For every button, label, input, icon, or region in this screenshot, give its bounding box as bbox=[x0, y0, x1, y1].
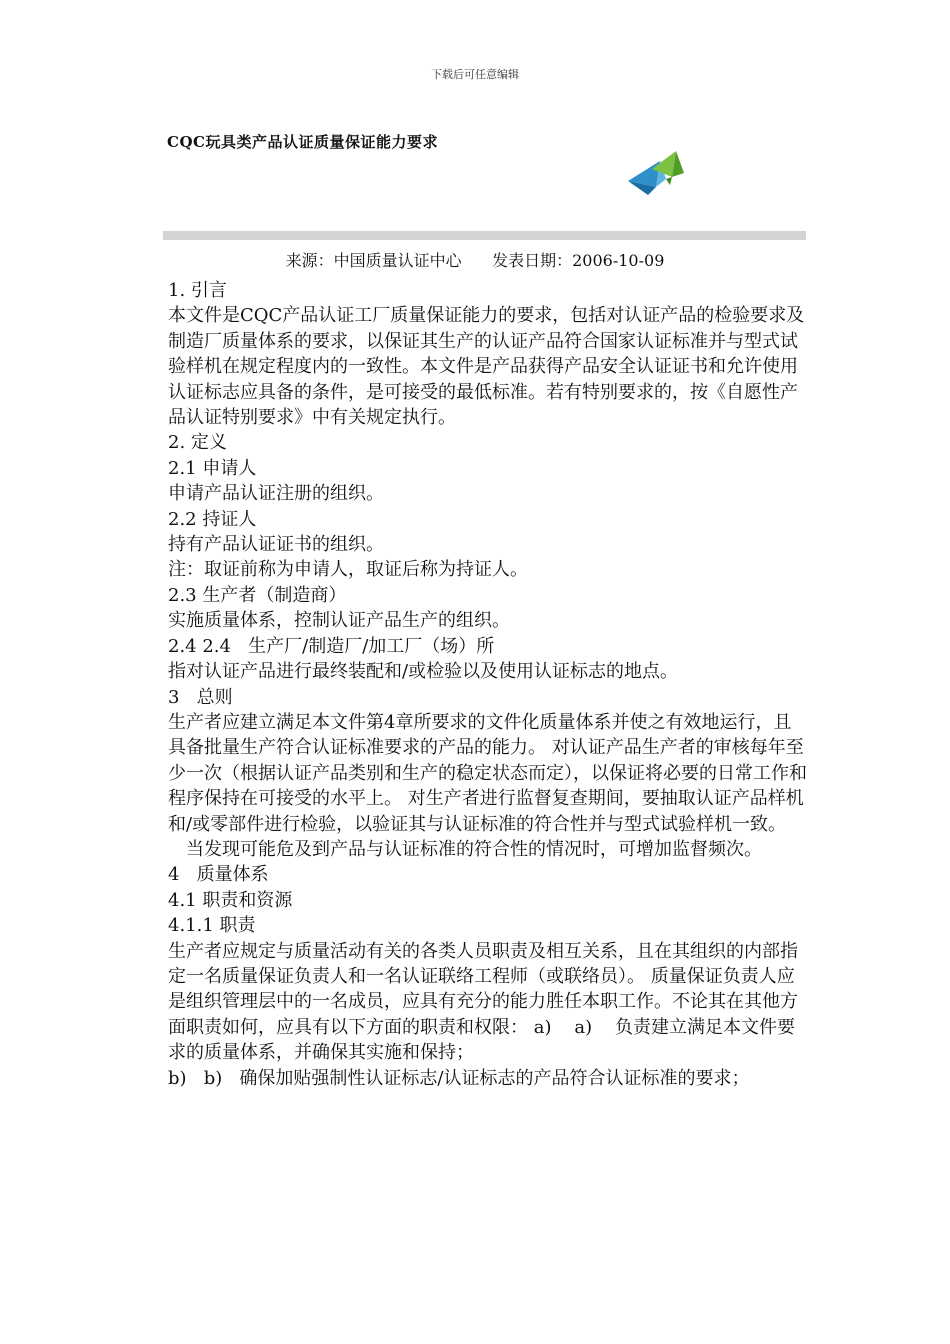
paper-plane-logo-icon bbox=[626, 151, 690, 199]
body-paragraph: 2. 定义 bbox=[168, 432, 227, 454]
body-paragraph: 生产者应规定与质量活动有关的各类人员职责及相互关系，且在其组织的内部指定一名质量保证负责人和一名认证联络工程师（或联络员）。 质量保证负责人应是组织管理层中的一名成员，应具有充分的能力胜任本职工作。不论其在其他方面职责如何，应具有以下方面的职责和权限： a) a) 负责建立满足本文件要求的质量体系，并确保其实施和保持； bbox=[168, 940, 798, 1064]
body-paragraph: 3 总则 bbox=[168, 686, 233, 708]
body-paragraph: 4 质量体系 bbox=[168, 864, 269, 886]
body-paragraph: 2.3 生产者（制造商） bbox=[168, 584, 347, 606]
body-paragraph: 注：取证前称为申请人，取证后称为持证人。 bbox=[168, 559, 528, 581]
body-paragraph: 申请产品认证注册的组织。 bbox=[168, 483, 384, 505]
header-note: 下载后可任意编辑 bbox=[431, 68, 519, 81]
body-paragraph: 2.1 申请人 bbox=[168, 457, 257, 479]
body-paragraph: 持有产品认证证书的组织。 bbox=[168, 534, 384, 556]
body-paragraph: 本文件是CQC产品认证工厂质量保证能力的要求，包括对认证产品的检验要求及制造厂质量体系的要求，以保证其生产的认证产品符合国家认证标准并与型式试验样机在规定程度内的一致性。本文件是产品获得产品安全认证证书和允许使用认证标志应具备的条件，是可接受的最低标准。若有特别要求的，按《自愿性产品认证特别要求》中有关规定执行。 bbox=[168, 305, 805, 429]
body-paragraph: 4.1.1 职责 bbox=[168, 915, 256, 937]
document-title: CQC玩具类产品认证质量保证能力要求 bbox=[167, 133, 438, 151]
body-paragraph: 当发现可能危及到产品与认证标准的符合性的情况时，可增加监督频次。 bbox=[186, 838, 762, 860]
body-paragraph: 1. 引言 bbox=[168, 280, 227, 301]
body-paragraph: b) b) 确保加贴强制性认证标志/认证标志的产品符合认证标准的要求； bbox=[168, 1067, 750, 1089]
document-body bbox=[168, 278, 808, 1091]
body-paragraph: 指对认证产品进行最终装配和/或检验以及使用认证标志的地点。 bbox=[168, 661, 679, 683]
body-paragraph: 实施质量体系，控制认证产品生产的组织。 bbox=[168, 610, 510, 632]
body-paragraph: 生产者应建立满足本文件第4章所要求的文件化质量体系并使之有效地运行，且具备批量生产符合认证标准要求的产品的能力。 对认证产品生产者的审核每年至少一次（根据认证产品类别和生产的稳定状态而定），以保证将必要的日常工作和程序保持在可接受的水平上。 对生产者进行监督复查期间，要抽取认证产品样机和/或零部件进行检验，以验证其与认证标准的符合性并与型式试验样机一致。 bbox=[168, 711, 807, 835]
body-paragraph: 2.2 持证人 bbox=[168, 508, 257, 530]
title-divider bbox=[163, 231, 806, 240]
body-paragraph: 4.1 职责和资源 bbox=[168, 889, 293, 911]
source-date-line: 来源：中国质量认证中心 发表日期：2006-10-09 bbox=[285, 251, 665, 270]
body-paragraph: 2.4 2.4 生产厂/制造厂/加工厂（场）所 bbox=[168, 635, 495, 657]
